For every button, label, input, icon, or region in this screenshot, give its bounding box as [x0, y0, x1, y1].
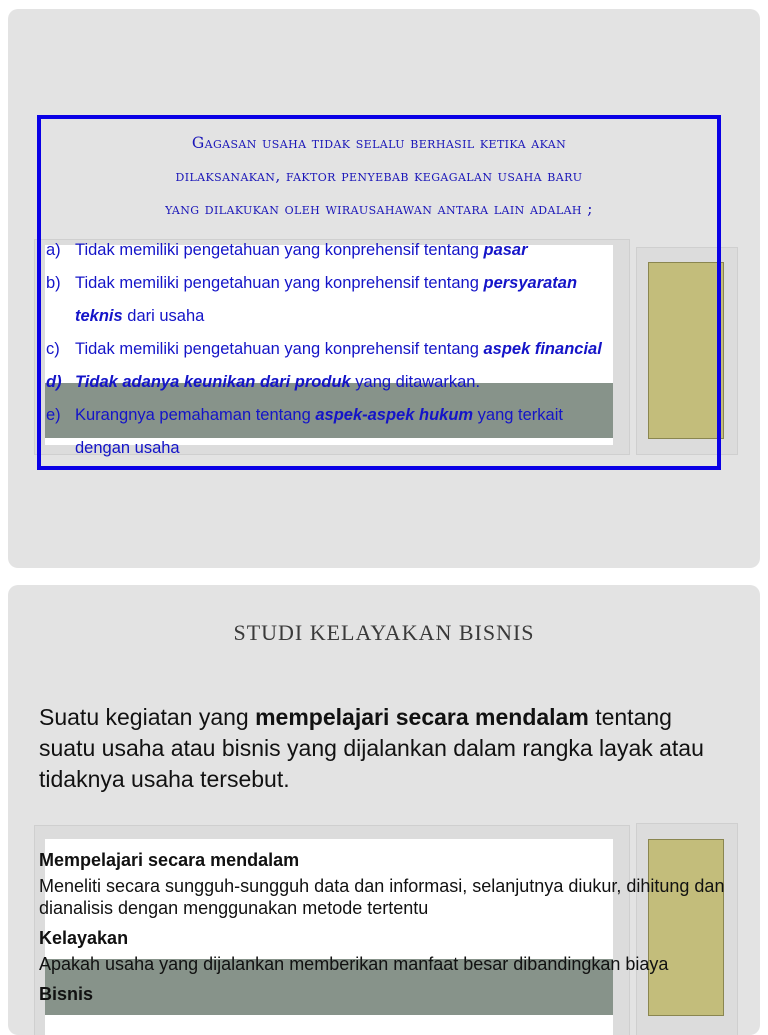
- list-marker: a): [46, 241, 61, 259]
- list-marker: e): [46, 406, 61, 424]
- lead-bold: mempelajari secara mendalam: [255, 704, 589, 730]
- failure-factor-list: [46, 234, 716, 465]
- item-emphasis: persyaratan: [483, 274, 578, 292]
- intro-line-1: Gagasan usaha tidak selalu berhasil ketika akan: [191, 134, 567, 152]
- item-text: Tidak memiliki pengetahuan yang konprehensif tentang: [75, 274, 484, 292]
- item-emphasis: aspek-aspek hukum: [315, 406, 474, 424]
- item-emphasis-line2: teknis: [75, 307, 123, 325]
- item-rest: dari usaha: [122, 307, 205, 325]
- intro-line-2: dilaksanakan, faktor penyebab kegagalan usaha baru: [175, 167, 583, 185]
- list-marker: d): [46, 373, 62, 391]
- list-item-c: [46, 333, 716, 366]
- item-rest: yang terkait: [473, 406, 563, 424]
- list-item-b: [46, 267, 716, 333]
- item-text: Tidak memiliki pengetahuan yang konprehensif tentang: [75, 340, 484, 358]
- item-emphasis: pasar: [483, 241, 528, 259]
- definition-term: Bisnis: [39, 984, 94, 1004]
- list-item-e: [46, 399, 716, 465]
- item-text: Tidak memiliki pengetahuan yang konprehensif tentang: [75, 241, 484, 259]
- slide-2: [8, 585, 760, 1035]
- item-emphasis: Tidak adanya keunikan dari produk: [75, 373, 351, 391]
- list-marker: b): [46, 274, 61, 292]
- definition-term: Mempelajari secara mendalam: [39, 850, 300, 870]
- list-item-d: [46, 366, 716, 399]
- definition-desc: Apakah usaha yang dijalankan memberikan manfaat besar dibandingkan biaya: [39, 954, 669, 974]
- list-marker: c): [46, 340, 60, 358]
- definition-term: Kelayakan: [39, 928, 129, 948]
- item-rest: yang ditawarkan.: [350, 373, 481, 391]
- slide-title: STUDI KELAYAKAN BISNIS: [233, 620, 535, 645]
- item-emphasis: aspek financial: [483, 340, 602, 358]
- item-text: Kurangnya pemahaman tentang: [75, 406, 316, 424]
- list-item-a: [46, 234, 716, 267]
- definition-list: [39, 841, 739, 1007]
- intro-line-3: yang dilakukan oleh wirausahawan antara lain adalah ;: [165, 200, 593, 218]
- lead-paragraph: [39, 702, 729, 795]
- item-line2: dengan usaha: [75, 439, 180, 457]
- lead-text: Suatu kegiatan yang: [39, 704, 256, 730]
- lead-text-rest: tentang suatu usaha atau bisnis yang dijalankan dalam rangka layak atau tidaknya usaha tersebut.: [39, 704, 704, 792]
- slide-1: [8, 9, 760, 568]
- definition-desc: Meneliti secara sungguh-sungguh data dan informasi, selanjutnya diukur, dihitung dan dianalisis dengan menggunakan metode tertentu: [39, 876, 725, 918]
- intro-text: [41, 127, 717, 226]
